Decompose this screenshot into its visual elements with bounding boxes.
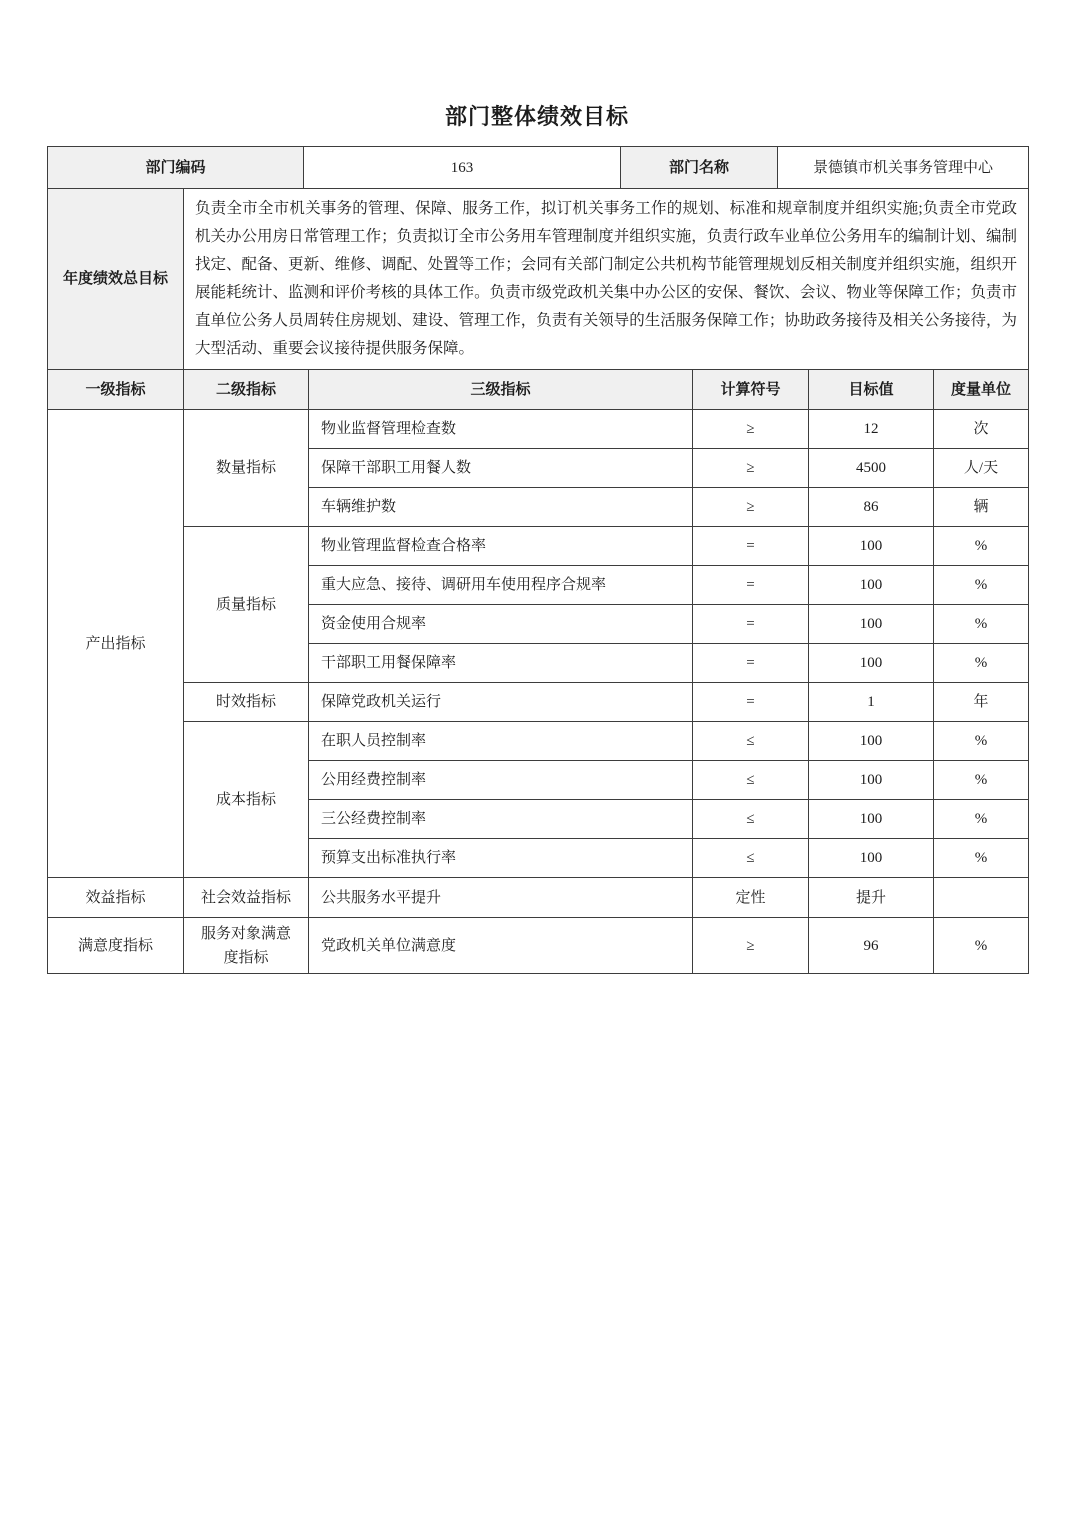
- dept-code-value: 163: [304, 147, 621, 189]
- annual-goal-table: [47, 188, 1029, 370]
- indicator-unit: %: [934, 918, 1029, 974]
- table-row: [48, 722, 1029, 761]
- indicator-target: 100: [809, 644, 934, 683]
- indicator-name: 干部职工用餐保障率: [309, 644, 693, 683]
- indicator-symbol: ≥: [693, 449, 809, 488]
- indicator-target: 100: [809, 527, 934, 566]
- indicator-unit: 人/天: [934, 449, 1029, 488]
- performance-table: [47, 146, 1028, 974]
- indicator-name: 三公经费控制率: [309, 800, 693, 839]
- indicator-name: 重大应急、接待、调研用车使用程序合规率: [309, 566, 693, 605]
- indicator-symbol: =: [693, 566, 809, 605]
- dept-info-table: [47, 146, 1029, 189]
- dept-name-label: 部门名称: [621, 147, 778, 189]
- indicator-symbol: ≤: [693, 761, 809, 800]
- indicator-unit: %: [934, 527, 1029, 566]
- header-level2: 二级指标: [184, 370, 309, 410]
- indicator-target: 100: [809, 761, 934, 800]
- level2-service-target: 服务对象满意度指标: [184, 918, 309, 974]
- indicator-name: 资金使用合规率: [309, 605, 693, 644]
- indicator-symbol: ≤: [693, 722, 809, 761]
- indicator-symbol: 定性: [693, 878, 809, 918]
- indicator-unit: 次: [934, 410, 1029, 449]
- table-row: [48, 410, 1029, 449]
- indicator-target: 4500: [809, 449, 934, 488]
- table-row: [48, 527, 1029, 566]
- indicator-name: 公用经费控制率: [309, 761, 693, 800]
- header-level3: 三级指标: [309, 370, 693, 410]
- level2-social-benefit: 社会效益指标: [184, 878, 309, 918]
- dept-name-value: 景德镇市机关事务管理中心: [778, 147, 1029, 189]
- indicator-name: 物业管理监督检查合格率: [309, 527, 693, 566]
- level2-cost: 成本指标: [184, 722, 309, 878]
- level1-output: 产出指标: [48, 410, 184, 878]
- indicator-name: 预算支出标准执行率: [309, 839, 693, 878]
- indicator-symbol: ≤: [693, 800, 809, 839]
- indicator-unit: %: [934, 566, 1029, 605]
- indicator-name: 公共服务水平提升: [309, 878, 693, 918]
- indicator-unit: 年: [934, 683, 1029, 722]
- indicator-target: 12: [809, 410, 934, 449]
- indicator-target: 100: [809, 800, 934, 839]
- indicator-symbol: =: [693, 605, 809, 644]
- header-symbol: 计算符号: [693, 370, 809, 410]
- table-row: [48, 683, 1029, 722]
- level2-quantity: 数量指标: [184, 410, 309, 527]
- indicator-unit: %: [934, 605, 1029, 644]
- indicator-symbol: ≥: [693, 488, 809, 527]
- indicator-name: 车辆维护数: [309, 488, 693, 527]
- table-row: [48, 918, 1029, 974]
- indicator-unit: [934, 878, 1029, 918]
- indicator-unit: %: [934, 800, 1029, 839]
- level2-timeliness: 时效指标: [184, 683, 309, 722]
- dept-info-row: [48, 147, 1029, 189]
- page-title: 部门整体绩效目标: [444, 104, 629, 129]
- level1-benefit: 效益指标: [48, 878, 184, 918]
- indicator-symbol: =: [693, 644, 809, 683]
- indicator-target: 100: [809, 566, 934, 605]
- indicator-unit: %: [934, 761, 1029, 800]
- indicator-unit: 辆: [934, 488, 1029, 527]
- indicators-table: [47, 369, 1029, 974]
- indicator-target: 1: [809, 683, 934, 722]
- annual-goal-row: [48, 189, 1029, 370]
- annual-goal-text: 负责全市全市机关事务的管理、保障、服务工作，拟订机关事务工作的规划、标准和规章制度并组织实施;负责全市党政机关办公用房日常管理工作；负责拟订全市公务用车管理制度并组织实施，负责行政车业单位公务用车的编制计划、编制找定、配备、更新、维修、调配、处置等工作；会同有关部门制定公共机构节能管理规划反相关制度并组织实施，组织开展能耗统计、监测和评价考核的具体工作。负责市级党政机关集中办公区的安保、餐饮、会议、物业等保障工作；负责市直单位公务人员周转住房规划、建设、管理工作，负责有关领导的生活服务保障工作；协助政务接待及相关公务接待，为大型活动、重要会议接待提供服务保障。: [184, 189, 1029, 370]
- indicator-target: 100: [809, 839, 934, 878]
- indicator-unit: %: [934, 644, 1029, 683]
- level1-satisfaction: 满意度指标: [48, 918, 184, 974]
- indicator-name: 保障党政机关运行: [309, 683, 693, 722]
- indicator-name: 保障干部职工用餐人数: [309, 449, 693, 488]
- annual-goal-label: 年度绩效总目标: [48, 189, 184, 370]
- indicator-symbol: ≤: [693, 839, 809, 878]
- indicator-name: 物业监督管理检查数: [309, 410, 693, 449]
- indicator-name: 党政机关单位满意度: [309, 918, 693, 974]
- indicator-target: 100: [809, 605, 934, 644]
- indicator-unit: %: [934, 722, 1029, 761]
- table-row: [48, 878, 1029, 918]
- level2-quality: 质量指标: [184, 527, 309, 683]
- indicator-symbol: =: [693, 527, 809, 566]
- header-level1: 一级指标: [48, 370, 184, 410]
- indicator-target: 提升: [809, 878, 934, 918]
- indicator-target: 96: [809, 918, 934, 974]
- indicator-symbol: =: [693, 683, 809, 722]
- dept-code-label: 部门编码: [48, 147, 304, 189]
- header-target: 目标值: [809, 370, 934, 410]
- indicator-unit: %: [934, 839, 1029, 878]
- indicators-header-row: [48, 370, 1029, 410]
- indicator-name: 在职人员控制率: [309, 722, 693, 761]
- indicator-target: 86: [809, 488, 934, 527]
- indicator-symbol: ≥: [693, 410, 809, 449]
- indicator-symbol: ≥: [693, 918, 809, 974]
- indicator-target: 100: [809, 722, 934, 761]
- header-unit: 度量单位: [934, 370, 1029, 410]
